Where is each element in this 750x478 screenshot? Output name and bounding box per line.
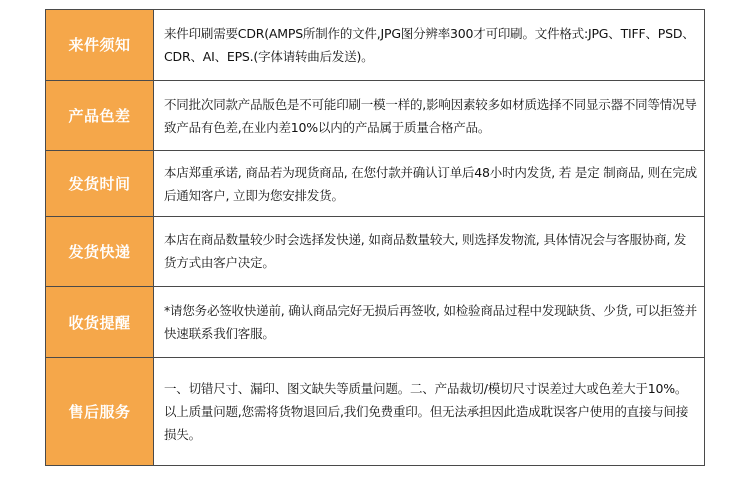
policy-text: 本店郑重承诺, 商品若为现货商品, 在您付款并确认订单后48小时内发货, 若 是定 制商品, 则在完成后通知客户, 立即为您安排发货。 bbox=[164, 164, 697, 203]
policy-label: 售后服务 bbox=[46, 358, 154, 465]
policy-content bbox=[154, 217, 704, 286]
policy-row-color-difference bbox=[46, 81, 704, 152]
policy-row-receipt-reminder bbox=[46, 287, 704, 359]
policy-text: 本店在商品数量较少时会选择发快递, 如商品数量较大, 则选择发物流, 具体情况会与客服协商, 发货方式由客户决定。 bbox=[164, 232, 687, 271]
policy-content bbox=[154, 287, 704, 358]
policy-row-incoming-files bbox=[46, 10, 704, 81]
policy-label: 发货快递 bbox=[46, 217, 154, 286]
policy-label: 产品色差 bbox=[46, 81, 154, 151]
policy-label: 收货提醒 bbox=[46, 287, 154, 358]
policy-text: 一、切错尺寸、漏印、图文缺失等质量问题。二、产品裁切/模切尺寸误差过大或色差大于10%。以上质量问题,您需将货物退回后,我们免费重印。但无法承担因此造成耽误客户使用的直接与间接损失。 bbox=[164, 381, 689, 443]
policy-row-shipping-time bbox=[46, 151, 704, 217]
policy-text: *请您务必签收快递前, 确认商品完好无损后再签收, 如检验商品过程中发现缺货、少货, 可以拒签并快速联系我们客服。 bbox=[164, 303, 697, 342]
policy-content bbox=[154, 358, 704, 465]
policy-row-after-sales bbox=[46, 358, 704, 465]
policy-text: 来件印刷需要CDR(AMPS所制作的文件,JPG图分辨率300才可印刷。文件格式:JPG、TIFF、PSD、CDR、AI、EPS.(字体请转曲后发送)。 bbox=[164, 25, 695, 64]
store-policy-table bbox=[45, 9, 705, 466]
policy-label: 发货时间 bbox=[46, 151, 154, 216]
policy-text: 不同批次同款产品版色是不可能印刷一模一样的,影响因素较多如材质选择不同显示器不同等情况导致产品有色差,在业内差10%以内的产品属于质量合格产品。 bbox=[164, 96, 697, 135]
policy-content bbox=[154, 10, 704, 80]
policy-row-shipping-courier bbox=[46, 217, 704, 287]
policy-content bbox=[154, 81, 704, 151]
policy-content bbox=[154, 151, 704, 216]
policy-label: 来件须知 bbox=[46, 10, 154, 80]
